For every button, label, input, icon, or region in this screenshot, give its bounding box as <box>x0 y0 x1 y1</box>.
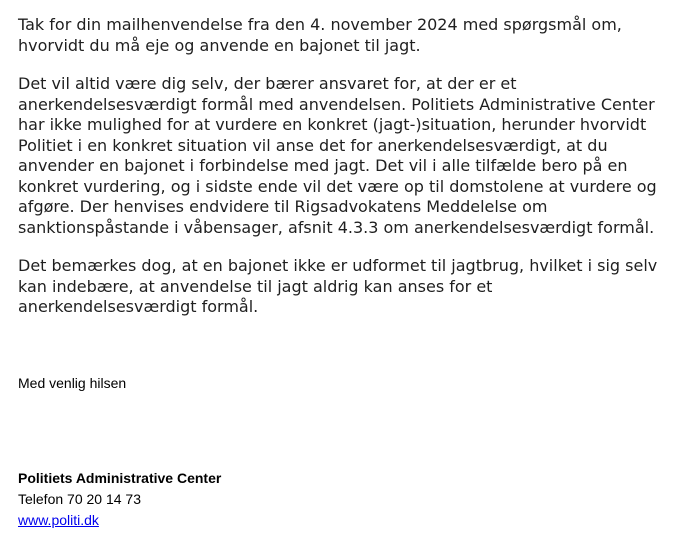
closing-line: Med venlig hilsen <box>18 375 127 391</box>
paragraph-note: Det bemærkes dog, at en bajonet ikke er udformet til jagtbrug, hvilket i sig selv kan indebære, at anvendelse til jagt aldrig kan anses for et anerkendelsesværdigt formål. <box>18 256 658 316</box>
paragraph-greeting: Tak for din mailhenvendelse fra den 4. november 2024 med spørgsmål om, hvorvidt du må eje og anvende en bajonet til jagt. <box>18 15 622 55</box>
email-body <box>18 15 663 336</box>
signature-block <box>18 468 663 531</box>
organization-name: Politiets Administrative Center <box>18 470 222 486</box>
paragraph-responsibility: Det vil altid være dig selv, der bærer ansvaret for, at der er et anerkendelsesværdigt formål med anvendelsen. Politiets Administrative Center har ikke mulighed for at vurdere en konkret (jagt-)situation, herunder hvorvidt Politiet i en konkret situation vil anse det for anerkendelsesværdigt, at du anvender en bajonet i forbindelse med jagt. Det vil i alle tilfælde bero på en konkret vurdering, og i sidste ende vil det være op til domstolene at vurdere og afgøre. Der henvises endvidere til Rigsadvokatens Meddelelse om sanktionspåstande i våbensager, afsnit 4.3.3 om anerkendelsesværdigt formål. <box>18 74 657 237</box>
website-link[interactable]: www.politi.dk <box>18 512 99 528</box>
phone-number: Telefon 70 20 14 73 <box>18 491 141 507</box>
